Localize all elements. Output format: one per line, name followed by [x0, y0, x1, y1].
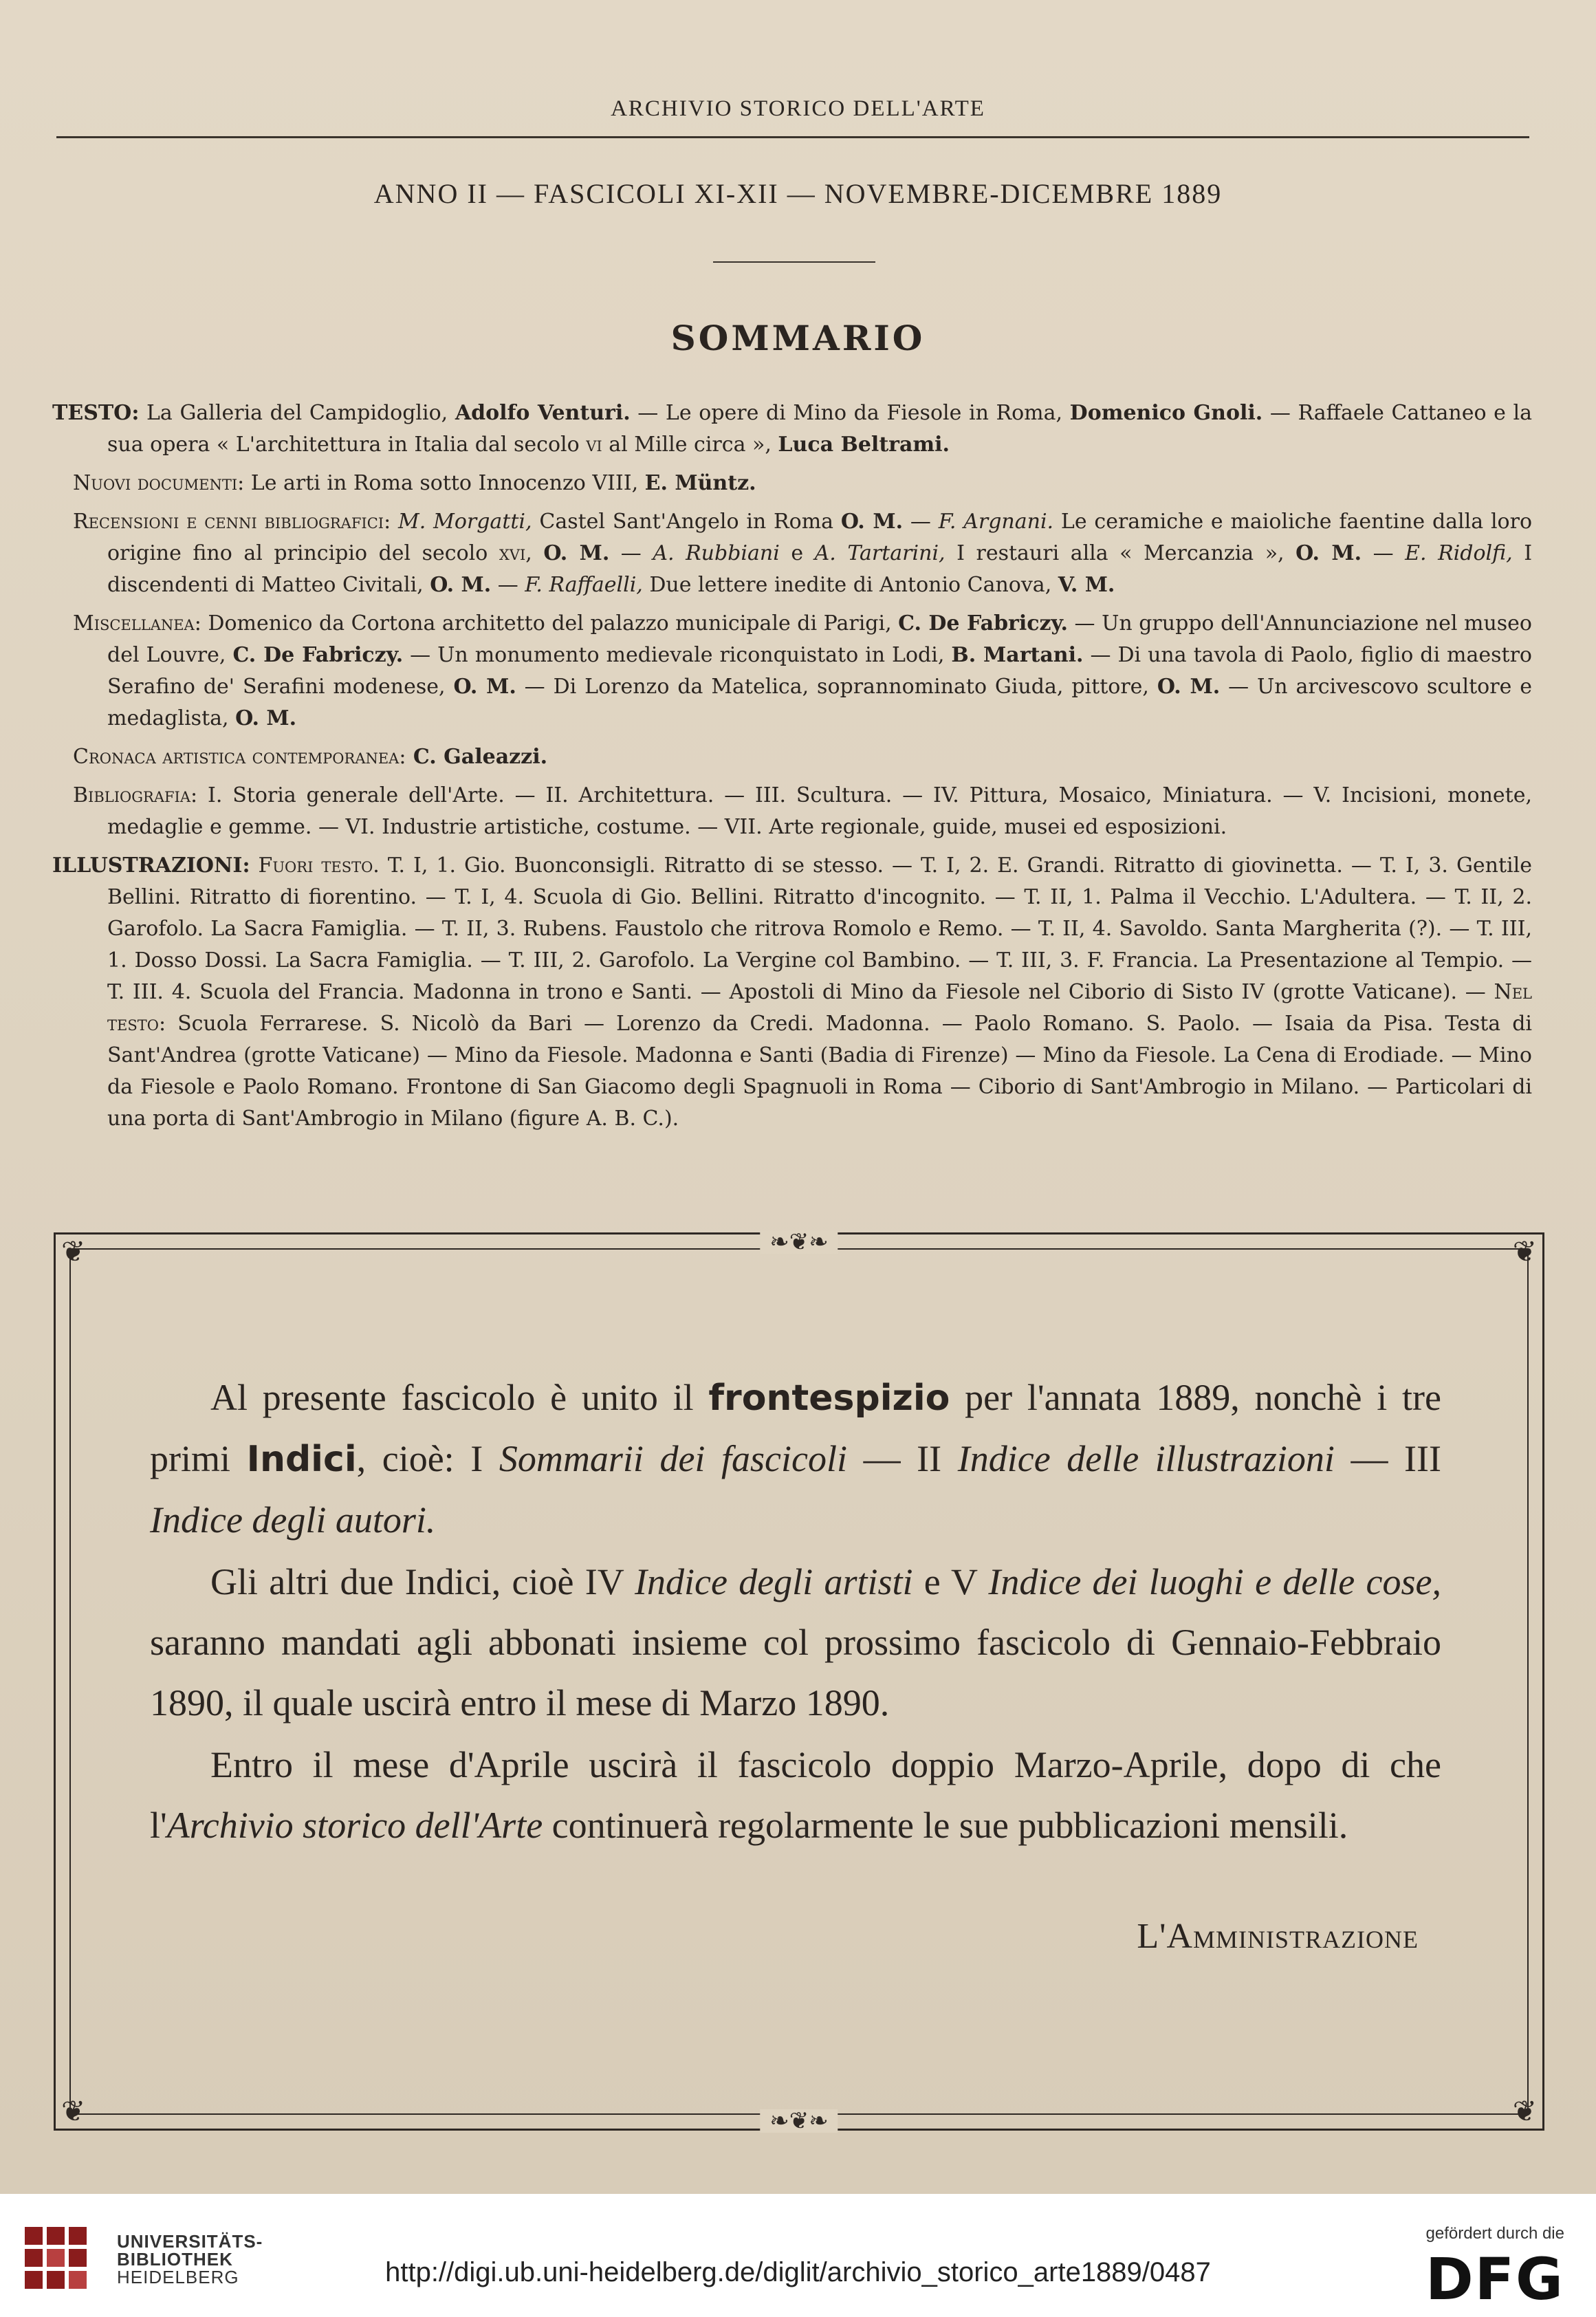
library-name: UNIVERSITÄTS- BIBLIOTHEK HEIDELBERG [117, 2231, 263, 2287]
administration-notice [150, 1367, 1441, 1857]
toc-entry-miscellanea: Miscellanea: Domenico da Cortona architetto del palazzo municipale di Parigi, C. De Fabriczy. — Un gruppo dell'Annunciazione nel museo del Louvre, C. De Fabriczy. — Un monumento medievale riconquistato in Lodi, B. Martani. — Di una tavola di Paolo, figlio di maestro Serafino de' Serafini modenese, O. M. — Di Lorenzo da Matelica, soprannominato Giuda, pittore, O. M. — Un arcivescovo scultore e medaglista, O. M. [73, 611, 1532, 730]
toc-entry-cronaca: Cronaca artistica contemporanea: C. Galeazzi. [73, 745, 548, 769]
toc-entry-bibliografia: Bibliografia: I. Storia generale dell'Arte. — II. Architettura. — III. Scultura. — IV. Pittura, Mosaico, Miniatura. — V. Incisioni, monete, medaglie e gemme. — VI. Industrie artistiche, costume. — VII. Arte regionale, guide, musei ed esposizioni. [73, 783, 1532, 839]
funding-caption: gefördert durch die [1425, 2224, 1564, 2243]
corner-ornament-icon: ❦ [61, 1234, 86, 1268]
notice-paragraph: Al presente fascicolo è unito il frontespizio per l'annata 1889, nonchè i tre primi Indici, cioè: I Sommarii dei fascicoli — II Indice delle illustrazioni — III Indice degli autori. [150, 1377, 1441, 1541]
toc-entry-testo: TESTO: La Galleria del Campidoglio, Adolfo Venturi. — Le opere di Mino da Fiesole in Roma, Domenico Gnoli. — Raffaele Cattaneo e la sua opera « L'architettura in Italia dal secolo vi al Mille circa », Luca Beltrami. [52, 401, 1533, 457]
corner-ornament-icon: ❦ [61, 2094, 86, 2128]
corner-ornament-icon: ❦ [1512, 2094, 1537, 2128]
notice-paragraph: Gli altri due Indici, cioè IV Indice degli artisti e V Indice dei luoghi e delle cose, saranno mandati agli abbonati insieme col prossimo fascicolo di Gennaio-Febbraio 1890, il quale uscirà entro il mese di Marzo 1890. [150, 1561, 1442, 1723]
permalink-url[interactable]: http://digi.ub.uni-heidelberg.de/diglit/archivio_storico_arte1889/0487 [385, 2257, 1211, 2287]
signature: L'Amministrazione [1137, 1917, 1419, 1956]
center-ornament-icon: ❧❦❧ [760, 2109, 838, 2133]
center-ornament-icon: ❧❦❧ [760, 1230, 838, 1254]
table-of-contents [52, 398, 1532, 1142]
toc-entry-recensioni: Recensioni e cenni bibliografici: M. Morgatti, Castel Sant'Angelo in Roma O. M. — F. Argnani. Le ceramiche e maioliche faentine dalla loro origine fino al principio del secolo xvi, O. M. — A. Rubbiani e A. Tartarini, I restauri alla « Mercanzia », O. M. — E. Ridolfi, I discendenti di Matteo Civitali, O. M. — F. Raffaelli, Due lettere inedite di Antonio Canova, V. M. [73, 510, 1533, 597]
digitization-footer [0, 2194, 1596, 2317]
running-title: ARCHIVIO STORICO DELL'ARTE [611, 96, 985, 121]
issue-line: ANNO II — FASCICOLI XI-XII — NOVEMBRE-DICEMBRE 1889 [373, 178, 1223, 209]
toc-entry-illustrazioni: ILLUSTRAZIONI: Fuori testo. T. I, 1. Gio. Buonconsigli. Ritratto di se stesso. — T. I, 2. E. Grandi. Ritratto di giovinetta. — T. I, 3. Gentile Bellini. Ritratto di fiorentino. — T. I, 4. Scuola di Gio. Bellini. Ritratto d'incognito. — T. II, 1. Palma il Vecchio. L'Adultera. — T. II, 2. Garofolo. La Sacra Famiglia. — T. II, 3. Rubens. Faustolo che ritrova Romolo e Remo. — T. II, 4. Savoldo. Santa Margherita (?). — T. III, 1. Dosso Dossi. La Sacra Famiglia. — T. III, 2. Garofolo. La Vergine col Bambino. — T. III, 3. F. Francia. La Presentazione al Tempio. — T. III. 4. Scuola del Francia. Madonna in trono e Santi. — Apostoli di Mino da Fiesole nel Ciborio di Sisto IV (grotte Vaticane). — Nel testo: Scuola Ferrarese. S. Nicolò da Bari — Lorenzo da Credi. Madonna. — Paolo Romano. S. Paolo. — Isaia da Pisa. Testa di Sant'Andrea (grotte Vaticane) — Mino da Fiesole. Madonna e Santi (Badia di Firenze) — Mino da Fiesole. La Cena di Erodiade. — Mino da Fiesole e Paolo Romano. Frontone di San Giacomo degli Spagnuoli in Roma — Ciborio di Sant'Ambrogio in Milano. — Particolari di una porta di Sant'Ambrogio in Milano (figure A. B. C.). [52, 853, 1533, 1131]
toc-entry-nuovi-documenti: Nuovi documenti: Le arti in Roma sotto Innocenzo VIII, E. Müntz. [73, 471, 756, 495]
notice-paragraph: Entro il mese d'Aprile uscirà il fascicolo doppio Marzo-Aprile, dopo di che l'Archivio storico dell'Arte continuerà regolarmente le sue pubblicazioni mensili. [150, 1744, 1441, 1846]
section-title: SOMMARIO [670, 318, 926, 358]
dfg-logo: DFG [1425, 2245, 1564, 2313]
header-rule [56, 136, 1529, 138]
corner-ornament-icon: ❦ [1512, 1234, 1537, 1268]
title-divider [713, 261, 875, 263]
